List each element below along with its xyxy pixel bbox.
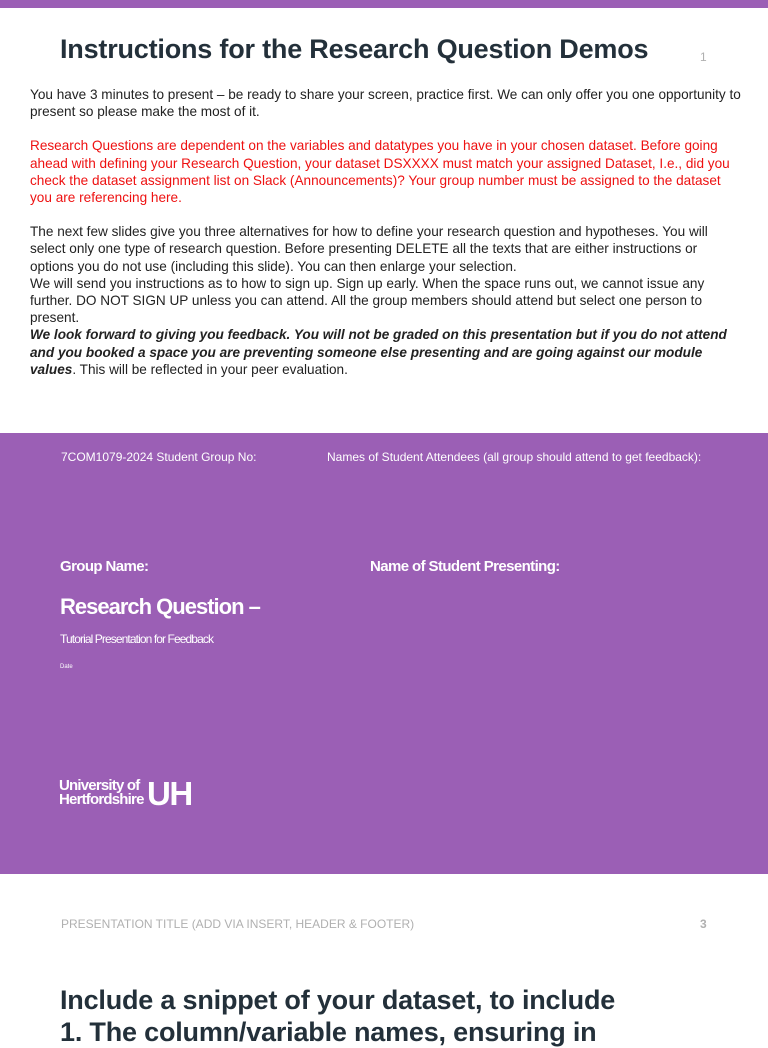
signup-paragraph: We will send you instructions as to how to sign up. Sign up early. When the space runs out, we cannot issue any further. DO NOT SIGN UP unless you can attend. All the group members should attend but select one person to present. <box>30 275 705 326</box>
slide-title: Instructions for the Research Question Demos <box>60 34 649 64</box>
attendees-label: Names of Student Attendees (all group should attend to get feedback): <box>327 450 702 464</box>
dataset-warning-paragraph: Research Questions are dependent on the variables and datatypes you have in your chosen dataset. Before going ahead with defining your Research Question, your dataset DSXXXX must match your assigned Dataset, I.e., did you check the dataset assignment list on Slack (Announcements)? Your group number must be assigned to the dataset you are referencing here. <box>30 138 730 206</box>
presenter-name-label: Name of Student Presenting: <box>370 558 560 575</box>
tutorial-subtitle: Tutorial Presentation for Feedback <box>60 632 214 646</box>
logo-line-1: University of <box>59 777 140 794</box>
uh-logo-mark <box>146 775 199 812</box>
uh-logo-letters: UH <box>146 775 192 812</box>
slide-title <box>60 984 720 1048</box>
slide-instructions <box>0 8 768 433</box>
feedback-paragraph <box>30 326 742 378</box>
university-logo <box>59 775 199 812</box>
logo-line-2: Hertfordshire <box>59 791 144 808</box>
top-accent-strip <box>0 0 768 8</box>
feedback-tail: . This will be reflected in your peer evaluation. <box>72 361 348 377</box>
presentation-time-paragraph: You have 3 minutes to present – be ready to share your screen, practice first. We can only offer you one opportunity to present so please make the most of it. <box>30 87 741 120</box>
date-label: Date <box>60 664 73 670</box>
presentation-header: PRESENTATION TITLE (ADD VIA INSERT, HEADER & FOOTER) <box>61 917 415 931</box>
title-line-1: Include a snippet of your dataset, to include <box>60 985 616 1015</box>
slide-number: 1 <box>700 50 707 64</box>
logo-wordmark <box>59 779 144 807</box>
group-name-label: Group Name: <box>60 558 149 575</box>
research-question-heading: Research Question – <box>60 594 260 619</box>
alternatives-paragraph: The next few slides give you three alternatives for how to define your research question and hypotheses. You will select only one type of research question. Before presenting DELETE all the texts that are either instructions or options you do not use (including this slide). You can then enlarge your selection. <box>30 224 708 274</box>
title-line-2: 1. The column/variable names, ensuring in <box>60 1017 597 1047</box>
feedback-emphasis: We look forward to giving you feedback. You will not be graded on this presentation but if you do not attend and you booked a space you are preventing someone else presenting and are going against our module values <box>30 327 727 377</box>
slide-dataset-snippet <box>0 874 768 1047</box>
course-group-number-label: 7COM1079-2024 Student Group No: <box>61 450 257 464</box>
slide-number: 3 <box>700 917 707 931</box>
slide-title-card <box>0 433 768 874</box>
instructions-body <box>30 86 742 378</box>
